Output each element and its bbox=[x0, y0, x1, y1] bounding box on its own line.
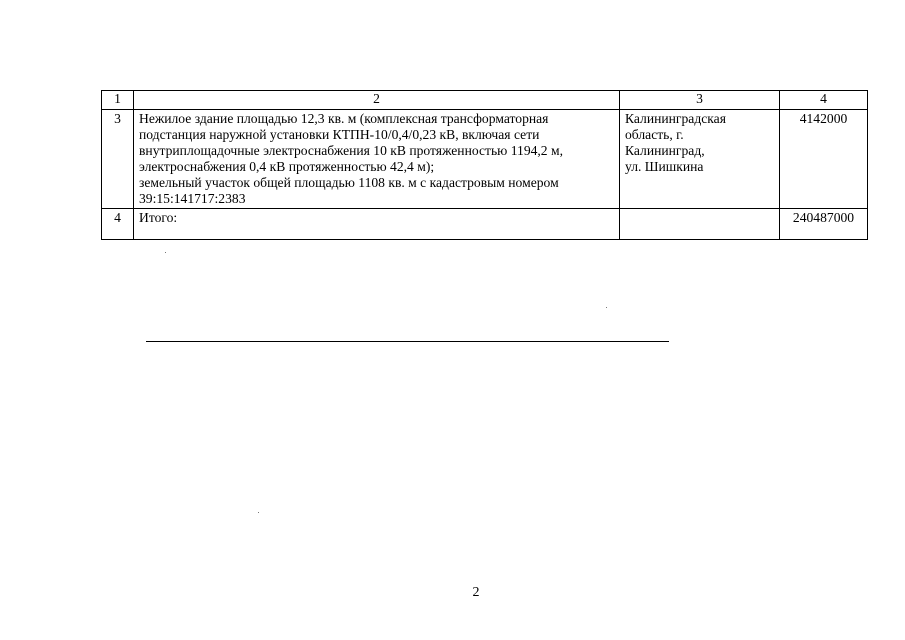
signature-line bbox=[146, 341, 669, 342]
property-table bbox=[101, 90, 868, 240]
table-row-total bbox=[102, 209, 868, 240]
table-row bbox=[102, 110, 868, 209]
row-description: Нежилое здание площадью 12,3 кв. м (комплексная трансформаторная подстанция наружной установки КТПН-10/0,4/0,23 кВ, включая сети внутриплощадочные электроснабжения 10 кВ протяженностью 1194,2 м, электроснабжения 0,4 кВ протяженностью 42,4 м); земельный участок общей площадью 1108 кв. м с кадастровым номером 39:15:141717:2383 bbox=[134, 110, 620, 209]
page-number: 2 bbox=[472, 585, 480, 600]
row-address: Калининградская область, г. Калининград, ул. Шишкина bbox=[620, 110, 780, 209]
total-address bbox=[620, 209, 780, 240]
total-row-number: 4 bbox=[102, 209, 134, 240]
scan-speck bbox=[258, 512, 259, 513]
header-col-4: 4 bbox=[780, 91, 868, 110]
scan-speck bbox=[165, 252, 166, 253]
header-col-1: 1 bbox=[102, 91, 134, 110]
header-col-2: 2 bbox=[134, 91, 620, 110]
scan-speck bbox=[606, 307, 607, 308]
row-number: 3 bbox=[102, 110, 134, 209]
total-value: 240487000 bbox=[780, 209, 868, 240]
total-label: Итого: bbox=[134, 209, 620, 240]
row-value: 4142000 bbox=[780, 110, 868, 209]
header-col-3: 3 bbox=[620, 91, 780, 110]
table-header-row bbox=[102, 91, 868, 110]
